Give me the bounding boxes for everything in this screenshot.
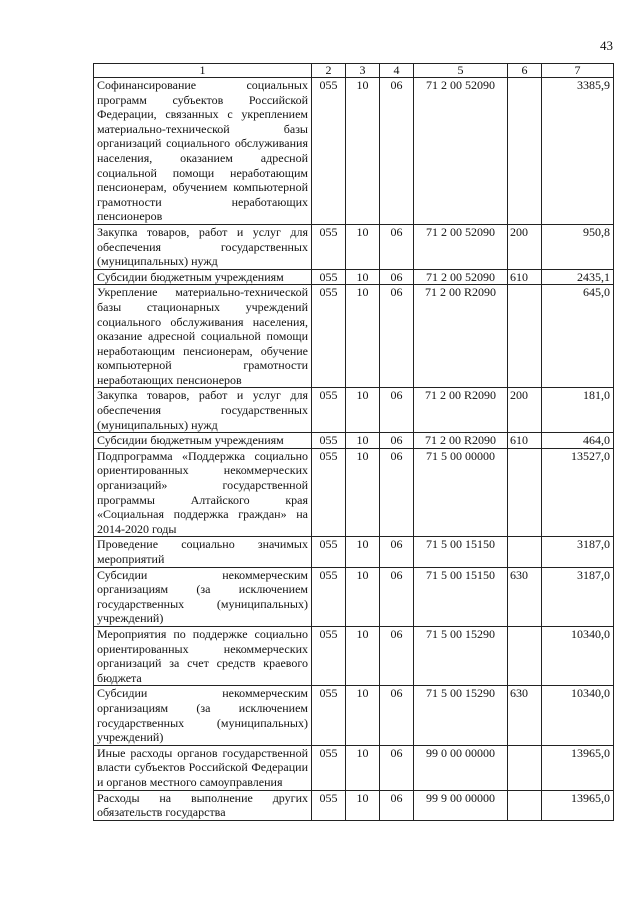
- target-article-cell: 71 5 00 15150: [414, 537, 508, 567]
- item-name-cell: Укрепление материально-технической базы стационарных учреждений социального обслуживания населения, оказание адресной социальной помощи неработающим пенсионерам, обучение компьютерной грамотности неработающих пенсионеров: [94, 285, 312, 388]
- column-header: 7: [542, 64, 614, 78]
- expense-type-cell: [508, 626, 542, 685]
- table-row: [94, 224, 614, 269]
- expense-type-cell: [508, 78, 542, 225]
- ministry-code-cell: 055: [312, 448, 346, 537]
- section-code-cell: 10: [346, 448, 380, 537]
- target-article-cell: 71 5 00 15150: [414, 567, 508, 626]
- section-code-cell: 10: [346, 745, 380, 790]
- section-code-cell: 10: [346, 285, 380, 388]
- table-row: [94, 537, 614, 567]
- target-article-cell: 71 2 00 52090: [414, 78, 508, 225]
- section-code-cell: 10: [346, 78, 380, 225]
- amount-cell: 13965,0: [542, 790, 614, 820]
- expense-type-cell: 200: [508, 224, 542, 269]
- section-code-cell: 10: [346, 567, 380, 626]
- table-header-row: [94, 64, 614, 78]
- subsection-code-cell: 06: [380, 686, 414, 745]
- item-name-cell: Проведение социально значимых мероприятий: [94, 537, 312, 567]
- expense-type-cell: 610: [508, 433, 542, 449]
- target-article-cell: 71 2 00 52090: [414, 269, 508, 285]
- item-name-cell: Софинансирование социальных программ субъектов Российской Федерации, связанных с укреплением материально-технической базы организаций социального обслуживания населения, оказанием адресной социальной помощи неработающим пенсионерам, обучением компьютерной грамотности неработающих пенсионеров: [94, 78, 312, 225]
- expense-type-cell: [508, 745, 542, 790]
- item-name-cell: Субсидии некоммерческим организациям (за исключением государственных (муниципальных) учреждений): [94, 567, 312, 626]
- table-row: [94, 745, 614, 790]
- target-article-cell: 71 2 00 R2090: [414, 285, 508, 388]
- ministry-code-cell: 055: [312, 686, 346, 745]
- subsection-code-cell: 06: [380, 269, 414, 285]
- amount-cell: 13527,0: [542, 448, 614, 537]
- column-header: 6: [508, 64, 542, 78]
- target-article-cell: 71 2 00 52090: [414, 224, 508, 269]
- amount-cell: 13965,0: [542, 745, 614, 790]
- expense-type-cell: [508, 790, 542, 820]
- amount-cell: 464,0: [542, 433, 614, 449]
- expense-type-cell: [508, 285, 542, 388]
- item-name-cell: Закупка товаров, работ и услуг для обеспечения государственных (муниципальных) нужд: [94, 224, 312, 269]
- target-article-cell: 71 5 00 15290: [414, 626, 508, 685]
- table-row: [94, 269, 614, 285]
- expense-type-cell: 630: [508, 567, 542, 626]
- item-name-cell: Мероприятия по поддержке социально ориентированных некоммерческих организаций за счет средств краевого бюджета: [94, 626, 312, 685]
- amount-cell: 3187,0: [542, 567, 614, 626]
- section-code-cell: 10: [346, 686, 380, 745]
- table-row: [94, 78, 614, 225]
- expense-type-cell: [508, 448, 542, 537]
- expense-type-cell: [508, 537, 542, 567]
- table-row: [94, 567, 614, 626]
- ministry-code-cell: 055: [312, 567, 346, 626]
- ministry-code-cell: 055: [312, 790, 346, 820]
- target-article-cell: 71 2 00 R2090: [414, 433, 508, 449]
- ministry-code-cell: 055: [312, 285, 346, 388]
- subsection-code-cell: 06: [380, 224, 414, 269]
- ministry-code-cell: 055: [312, 269, 346, 285]
- item-name-cell: Закупка товаров, работ и услуг для обеспечения государственных (муниципальных) нужд: [94, 388, 312, 433]
- page-number: 43: [600, 38, 613, 53]
- section-code-cell: 10: [346, 537, 380, 567]
- item-name-cell: Расходы на выполнение других обязательств государства: [94, 790, 312, 820]
- item-name-cell: Субсидии бюджетным учреждениям: [94, 433, 312, 449]
- amount-cell: 10340,0: [542, 626, 614, 685]
- table-row: [94, 626, 614, 685]
- amount-cell: 950,8: [542, 224, 614, 269]
- amount-cell: 181,0: [542, 388, 614, 433]
- section-code-cell: 10: [346, 626, 380, 685]
- column-header: 1: [94, 64, 312, 78]
- item-name-cell: Субсидии бюджетным учреждениям: [94, 269, 312, 285]
- target-article-cell: 99 9 00 00000: [414, 790, 508, 820]
- ministry-code-cell: 055: [312, 224, 346, 269]
- table-row: [94, 686, 614, 745]
- expense-type-cell: 630: [508, 686, 542, 745]
- subsection-code-cell: 06: [380, 745, 414, 790]
- target-article-cell: 71 5 00 00000: [414, 448, 508, 537]
- table-row: [94, 433, 614, 449]
- item-name-cell: Субсидии некоммерческим организациям (за исключением государственных (муниципальных) учреждений): [94, 686, 312, 745]
- section-code-cell: 10: [346, 790, 380, 820]
- amount-cell: 3187,0: [542, 537, 614, 567]
- budget-table: [93, 63, 614, 821]
- amount-cell: 10340,0: [542, 686, 614, 745]
- column-header: 5: [414, 64, 508, 78]
- item-name-cell: Подпрограмма «Поддержка социально ориентированных некоммерческих организаций» государственной программы Алтайского края «Социальная поддержка граждан» на 2014-2020 годы: [94, 448, 312, 537]
- target-article-cell: 71 2 00 R2090: [414, 388, 508, 433]
- table-row: [94, 448, 614, 537]
- column-header: 3: [346, 64, 380, 78]
- expense-type-cell: 610: [508, 269, 542, 285]
- subsection-code-cell: 06: [380, 567, 414, 626]
- ministry-code-cell: 055: [312, 388, 346, 433]
- subsection-code-cell: 06: [380, 78, 414, 225]
- section-code-cell: 10: [346, 388, 380, 433]
- table-row: [94, 285, 614, 388]
- ministry-code-cell: 055: [312, 626, 346, 685]
- ministry-code-cell: 055: [312, 433, 346, 449]
- item-name-cell: Иные расходы органов государственной власти субъектов Российской Федерации и органов местного самоуправления: [94, 745, 312, 790]
- column-header: 4: [380, 64, 414, 78]
- target-article-cell: 99 0 00 00000: [414, 745, 508, 790]
- target-article-cell: 71 5 00 15290: [414, 686, 508, 745]
- ministry-code-cell: 055: [312, 745, 346, 790]
- amount-cell: 645,0: [542, 285, 614, 388]
- section-code-cell: 10: [346, 433, 380, 449]
- amount-cell: 2435,1: [542, 269, 614, 285]
- section-code-cell: 10: [346, 224, 380, 269]
- subsection-code-cell: 06: [380, 448, 414, 537]
- ministry-code-cell: 055: [312, 78, 346, 225]
- expense-type-cell: 200: [508, 388, 542, 433]
- subsection-code-cell: 06: [380, 790, 414, 820]
- amount-cell: 3385,9: [542, 78, 614, 225]
- subsection-code-cell: 06: [380, 433, 414, 449]
- subsection-code-cell: 06: [380, 626, 414, 685]
- table-row: [94, 388, 614, 433]
- section-code-cell: 10: [346, 269, 380, 285]
- subsection-code-cell: 06: [380, 537, 414, 567]
- subsection-code-cell: 06: [380, 388, 414, 433]
- ministry-code-cell: 055: [312, 537, 346, 567]
- column-header: 2: [312, 64, 346, 78]
- subsection-code-cell: 06: [380, 285, 414, 388]
- table-row: [94, 790, 614, 820]
